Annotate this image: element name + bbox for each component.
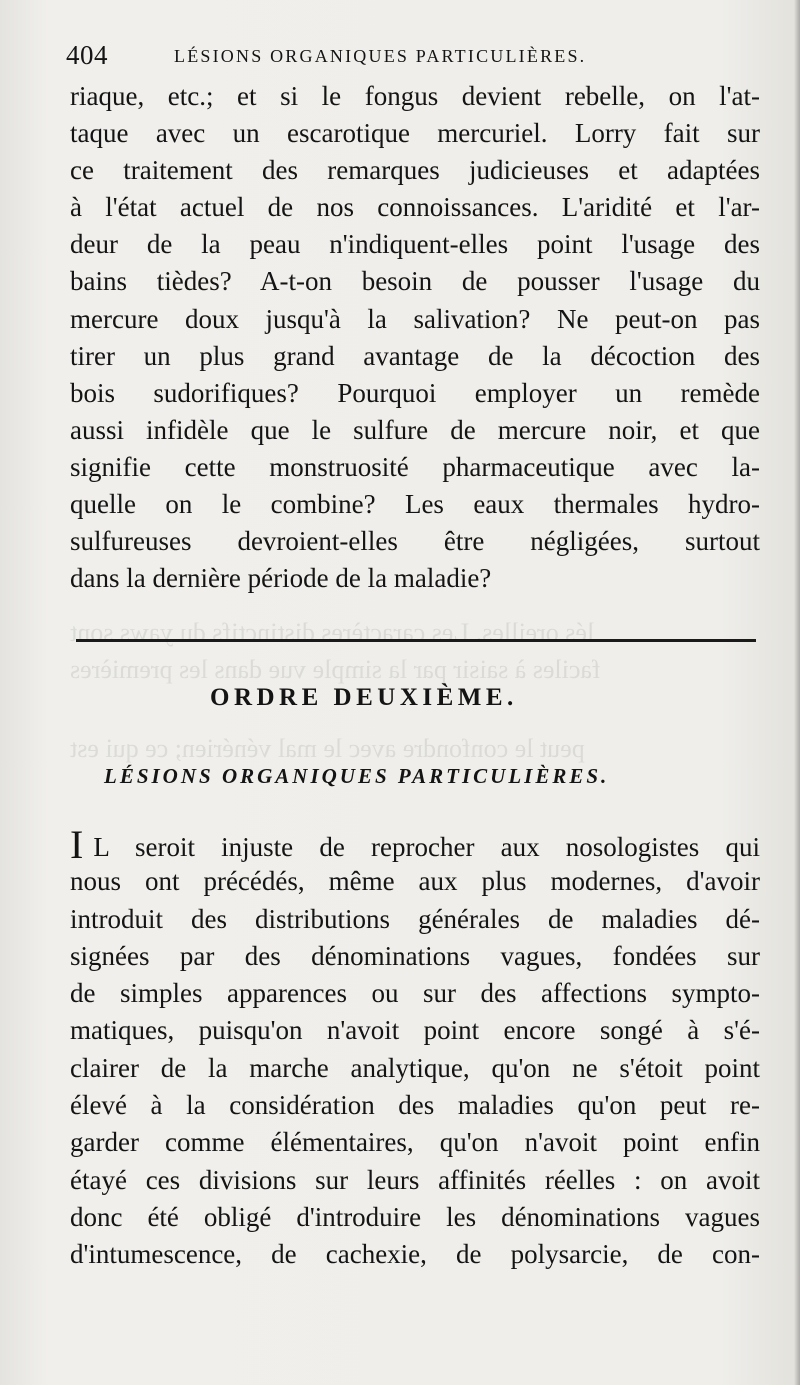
paragraph-opening bbox=[70, 822, 760, 1274]
text-line: sulfureuses devroient-elles être négligées, surtout bbox=[70, 526, 760, 557]
running-head bbox=[66, 40, 766, 80]
text-line: dans la dernière période de la maladie? bbox=[70, 563, 492, 594]
page-number: 404 bbox=[66, 40, 108, 70]
text-line: quelle on le combine? Les eaux thermales hydro- bbox=[70, 489, 760, 520]
drop-cap: I bbox=[70, 822, 84, 867]
text-line: ce traitement des remarques judicieuses et adaptées bbox=[70, 155, 760, 186]
text-line: étayé ces divisions sur leurs affinités réelles : on avoit bbox=[70, 1164, 760, 1195]
text-line: donc été obligé d'introduire les dénominations vagues bbox=[70, 1201, 760, 1232]
text-line: tirer un plus grand avantage de la décoction des bbox=[70, 340, 760, 371]
show-through-text: peut le confondre avec le mal vénérien; ce qui est bbox=[70, 734, 585, 763]
text-line: bois sudorifiques? Pourquoi employer un remède bbox=[70, 377, 760, 408]
text-line: de simples apparences ou sur des affections sympto- bbox=[70, 978, 760, 1009]
text-line: introduit des distributions générales de maladies dé- bbox=[70, 903, 760, 934]
text-line: taque avec un escarotique mercuriel. Lorry fait sur bbox=[70, 118, 760, 149]
first-line-text: L seroit injuste de reprocher aux nosologistes qui bbox=[93, 832, 760, 862]
text-line: deur de la peau n'indiquent-elles point l'usage des bbox=[70, 229, 760, 260]
text-line: riaque, etc.; et si le fongus devient rebelle, on l'at- bbox=[70, 81, 760, 111]
text-line: bains tièdes? A-t-on besoin de pousser l'usage du bbox=[70, 266, 760, 297]
text-line: élevé à la considération des maladies qu'on peut re- bbox=[70, 1090, 760, 1121]
running-title: LÉSIONS ORGANIQUES PARTICULIÈRES. bbox=[174, 46, 587, 66]
text-line: signées par des dénominations vagues, fondées sur bbox=[70, 940, 760, 971]
text-line: d'intumescence, de cachexie, de polysarcie, de con- bbox=[70, 1239, 760, 1270]
page-spine-shadow bbox=[794, 0, 800, 1385]
text-line: nous ont précédés, même aux plus modernes, d'avoir bbox=[70, 866, 760, 897]
text-line: matiques, puisqu'on n'avoit point encore songé à s'é- bbox=[70, 1015, 760, 1046]
text-line: garder comme élémentaires, qu'on n'avoit point enfin bbox=[70, 1127, 760, 1158]
section-heading: LÉSIONS ORGANIQUES PARTICULIÈRES. bbox=[104, 764, 610, 788]
text-line: mercure doux jusqu'à la salivation? Ne peut-on pas bbox=[70, 303, 760, 334]
show-through-text: faciles à saisir par la simple vue dans les premières bbox=[70, 655, 601, 684]
text-line: clairer de la marche analytique, qu'on ne s'étoit point bbox=[70, 1052, 760, 1083]
text-line: signifie cette monstruosité pharmaceutique avec la- bbox=[70, 451, 760, 482]
order-heading: ORDRE DEUXIÈME. bbox=[210, 684, 518, 711]
text-line bbox=[70, 822, 760, 867]
show-through-text: lés oreilles. Les caractères distinctifs du yaws sont bbox=[70, 618, 595, 647]
text-line: à l'état actuel de nos connoissances. L'aridité et l'ar- bbox=[70, 192, 760, 223]
paragraph-continuation bbox=[70, 78, 760, 597]
section-divider bbox=[76, 639, 756, 642]
text-line: aussi infidèle que le sulfure de mercure noir, et que bbox=[70, 414, 760, 445]
